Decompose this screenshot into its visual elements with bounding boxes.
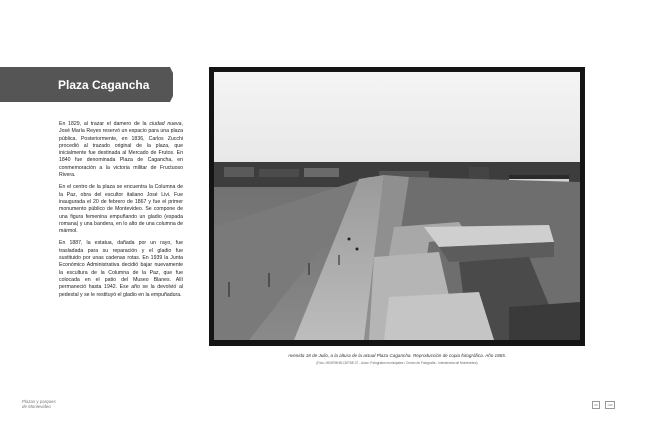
intendencia-logo: IM — [592, 401, 600, 409]
footer-series-title: Plazas y parques de Montevideo — [22, 399, 56, 409]
photo-caption: Avenida 18 de Julio, a la altura de la actual Plaza Cagancha. Reproducción de copia fotográfica. Año 1865. — [287, 353, 507, 358]
historical-photo — [209, 67, 585, 346]
photo-credit: (Foto: 0000FMHB.CDF.BE.07 - Autor: Fotógrafos municipales / Centro de Fotografía - Intendencia de Montevideo) — [316, 361, 478, 365]
page-title: Plaza Cagancha — [58, 78, 150, 92]
paragraph-1: En 1829, al trazar el damero de la ciudad nueva, José María Reyes reservó un espacio para una plaza pública. Posteriormente, en 1836, Carlos Zucchi procedió al trazado original de la plaza, que inicialmente fue destinada al Mercado de Frutos. En 1840 fue denominada Plaza de Cagancha, en conmemoración a la victoria militar de Fructuoso Rivera. — [59, 121, 183, 179]
paragraph-2: En el centro de la plaza se encuentra la Columna de la Paz, obra del escultor italiano José Livi. Fue inaugurada el 20 de febrero de 1867 y fue el primer monumento público de Montevideo. Se compone de una figura femenina empuñando un gladio (espada romana) y una bandera, en lo alto de una columna de mármol. — [59, 184, 183, 235]
body-text — [59, 121, 183, 304]
paragraph-3: En 1887, la estatua, dañada por un rayo, fue trasladada para su reparación y el gladio fue sustituido por unas cadenas rotas. En 1939 la Junta Económico Administrativa decidió bajar nuevamente la escultura de la Columna de la Paz, que fue colocada en el patio del Museo Blanes. Allí permaneció hasta 1942. Ese año se la devolvió al pedestal y se le restituyó el gladio en la empuñadura. — [59, 240, 183, 298]
footer-logos — [592, 401, 615, 409]
street-scene-image — [209, 67, 585, 346]
cdf-logo: CdF — [605, 401, 615, 409]
